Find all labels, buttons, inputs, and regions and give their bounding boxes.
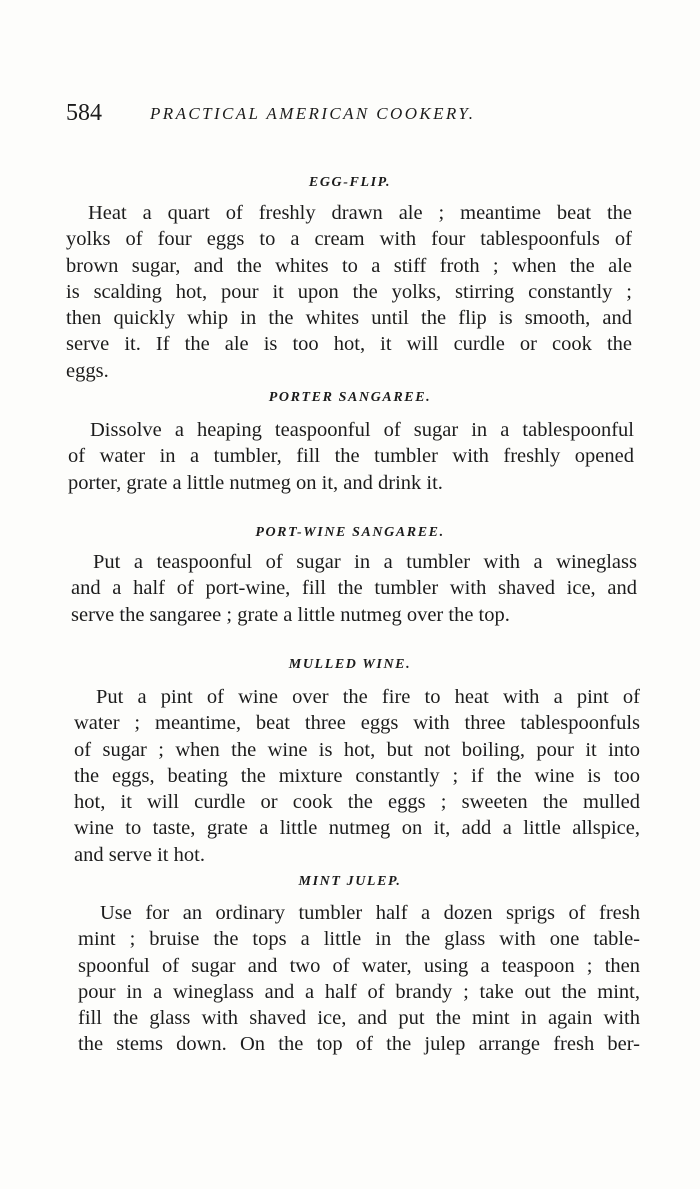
text-line: fill the glass with shaved ice, and put the mint in again with <box>78 1007 640 1030</box>
text-line: Heat a quart of freshly drawn ale ; meantime beat the <box>88 202 632 224</box>
running-head <box>66 100 646 130</box>
text-line: then quickly whip in the whites until the flip is smooth, and <box>66 307 632 330</box>
text-line: yolks of four eggs to a cream with four tablespoonfuls of <box>66 228 632 251</box>
text-line: the stems down. On the top of the julep arrange fresh ber- <box>78 1033 640 1056</box>
text-line: wine to taste, grate a little nutmeg on it, add a little allspice, <box>74 817 640 840</box>
text-line: Put a teaspoonful of sugar in a tumbler with a wineglass <box>93 551 637 573</box>
text-line: brown sugar, and the whites to a stiff froth ; when the ale <box>66 254 632 277</box>
text-line: the eggs, beating the mixture constantly ; if the wine is too <box>74 764 640 787</box>
running-title: PRACTICAL AMERICAN COOKERY. <box>150 104 476 123</box>
text-line: Dissolve a heaping teaspoonful of sugar in a tablespoonful <box>90 419 634 441</box>
text-line: Use for an ordinary tumbler half a dozen sprigs of fresh <box>100 902 640 924</box>
text-line: and a half of port-wine, fill the tumbler with shaved ice, and <box>71 577 637 600</box>
text-line: serve it. If the ale is too hot, it will curdle or cook the <box>66 333 632 356</box>
page-number: 584 <box>66 100 102 126</box>
recipe-heading-mulled-wine: MULLED WINE. <box>288 657 412 672</box>
text-line: pour in a wineglass and a half of brandy ; take out the mint, <box>78 980 640 1003</box>
text-line: and serve it hot. <box>74 843 205 866</box>
text-line: of sugar ; when the wine is hot, but not boiling, pour it into <box>74 738 640 761</box>
recipe-body-port-wine-sangaree <box>71 549 637 628</box>
text-line: Put a pint of wine over the fire to heat with a pint of <box>96 686 640 708</box>
text-line: spoonful of sugar and two of water, using a teaspoon ; then <box>78 954 640 977</box>
recipe-heading-port-wine-sangaree: PORT-WINE SANGAREE. <box>255 525 445 540</box>
recipe-heading-egg-flip: EGG-FLIP. <box>308 175 392 190</box>
text-line: serve the sangaree ; grate a little nutmeg over the top. <box>71 603 510 626</box>
text-line: porter, grate a little nutmeg on it, and drink it. <box>68 471 443 494</box>
text-line: is scalding hot, pour it upon the yolks, stirring constantly ; <box>66 280 632 303</box>
text-line: of water in a tumbler, fill the tumbler with freshly opened <box>68 445 634 468</box>
recipe-heading-mint-julep: MINT JULEP. <box>298 874 402 889</box>
text-line: mint ; bruise the tops a little in the glass with one table- <box>78 928 640 951</box>
recipe-heading-porter-sangaree: PORTER SANGAREE. <box>268 390 432 405</box>
text-line: eggs. <box>66 359 109 382</box>
recipe-body-egg-flip <box>66 200 632 384</box>
recipe-body-mulled-wine <box>74 684 640 868</box>
recipe-body-mint-julep <box>78 900 640 1058</box>
recipe-body-porter-sangaree <box>68 417 634 496</box>
text-line: hot, it will curdle or cook the eggs ; sweeten the mulled <box>74 791 640 814</box>
text-line: water ; meantime, beat three eggs with three tablespoonfuls <box>74 712 640 735</box>
